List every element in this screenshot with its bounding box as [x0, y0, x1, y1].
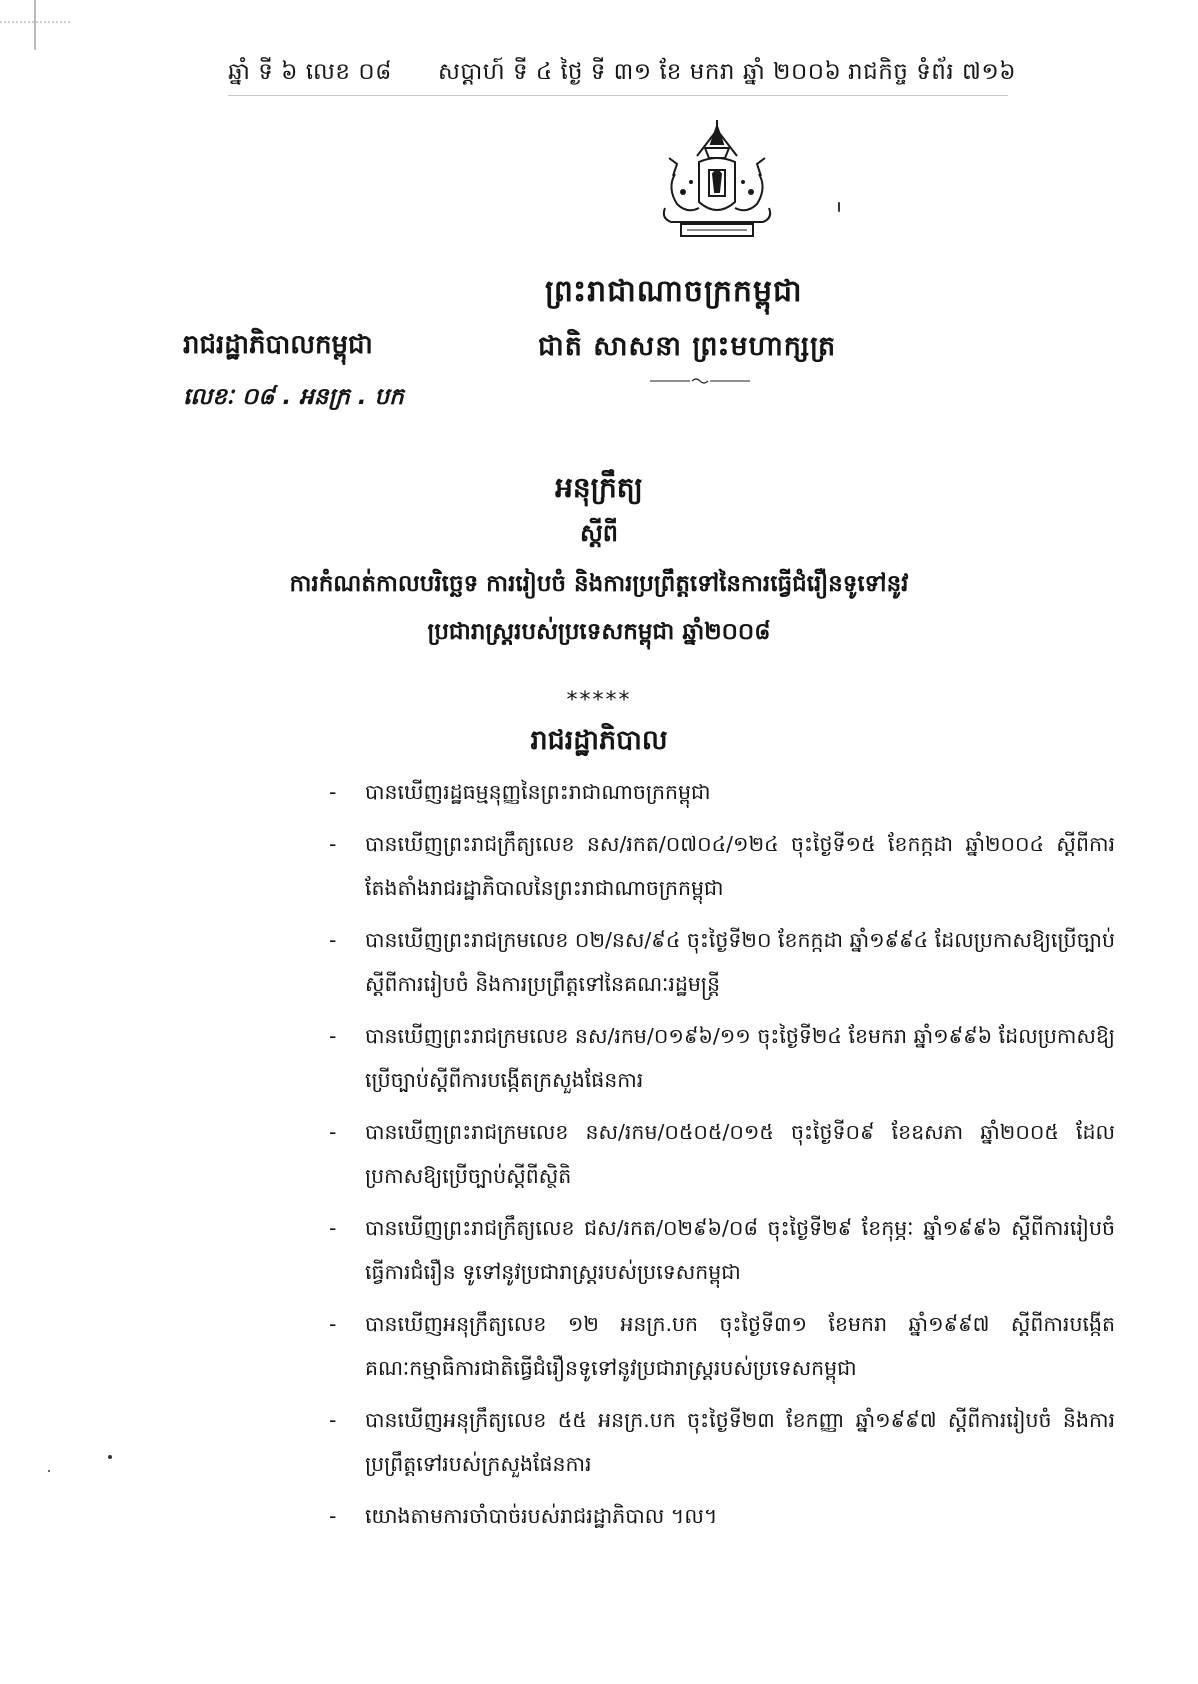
list-item-text: បានឃើញព្រះរាជក្រមលេខ នស/រកម/០១៩៦/១១ ចុះថ្ងៃទី២៤ ខែមករា ឆ្នាំ១៩៩៦ ដែលប្រកាសឱ្យប្រើច្បាប់ស្ដីពីការបង្កើតក្រសួងផែនការ: [365, 1024, 1115, 1092]
list-item: [329, 770, 1115, 814]
list-dash: -: [329, 1312, 337, 1336]
list-item: [329, 1206, 1115, 1294]
header-date: សប្ដាហ៍ ទី ៤ ថ្ងៃ ទី ៣១ ខែ មករា ឆ្នាំ ២០០៦: [438, 59, 842, 85]
scan-speck: [48, 1470, 50, 1472]
list-item-text: បានឃើញព្រះរាជក្រមលេខ ០២/នស/៩៤ ចុះថ្ងៃទី២០ ខែកក្កដា ឆ្នាំ១៩៩៤ ដែលប្រកាសឱ្យប្រើច្បាប់ស្ដីពីការរៀបចំ និងការប្រព្រឹត្តទៅនៃគណៈរដ្ឋមន្ត្រី: [365, 928, 1115, 996]
scan-speck: [838, 202, 840, 212]
list-item: [329, 1110, 1115, 1198]
list-item: [329, 918, 1115, 1006]
separator: *****: [566, 688, 632, 713]
list-dash: -: [329, 1504, 337, 1528]
ornament-divider: [650, 376, 750, 386]
kingdom-title: ព្រះរាជាណាចក្រកម្ពុជា: [545, 274, 803, 309]
list-item-text: យោងតាមការចាំបាច់របស់រាជរដ្ឋាភិបាល ។ល។: [365, 1504, 718, 1528]
preamble-list: [329, 770, 1115, 1546]
list-dash: -: [329, 780, 337, 804]
subject-line-1: ការកំណត់កាលបរិច្ឆេទ ការរៀបចំ និងការប្រព្រឹត្តទៅនៃការធ្វើជំរឿនទូទៅនូវ: [289, 571, 909, 597]
scan-corner-mark: [0, 0, 70, 50]
list-item: [329, 822, 1115, 910]
list-item-text: បានឃើញព្រះរាជក្រមលេខ នស/រកម/០៥០៥/០១៥ ចុះថ្ងៃទី០៩ ខែឧសភា ឆ្នាំ២០០៥ ដែលប្រកាសឱ្យប្រើច្បាប់ស្ដីពីស្ថិតិ: [365, 1120, 1115, 1188]
list-item: [329, 1302, 1115, 1390]
list-item-text: បានឃើញអនុក្រឹត្យលេខ ១២ អនក្រ.បក ចុះថ្ងៃទី៣១ ខែមករា ឆ្នាំ១៩៩៧ ស្ដីពីការបង្កើតគណៈកម្មាធិការជាតិធ្វើជំរឿនទូទៅនូវប្រជារាស្ត្ររបស់ប្រទេសកម្ពុជា: [365, 1312, 1115, 1380]
list-dash: -: [329, 1024, 337, 1048]
list-dash: -: [329, 1120, 337, 1144]
document-type: អនុក្រឹត្យ: [555, 471, 643, 504]
document-about: ស្ដីពី: [579, 519, 619, 547]
scan-speck: [108, 1455, 112, 1459]
list-item: [329, 1494, 1115, 1538]
list-dash: -: [329, 832, 337, 856]
list-dash: -: [329, 1408, 337, 1432]
list-item-text: បានឃើញរដ្ឋធម្មនុញ្ញនៃព្រះរាជាណាចក្រកម្ពុជា: [365, 780, 711, 804]
list-item-text: បានឃើញព្រះរាជក្រឹត្យលេខ នស/រកត/០៧០៤/១២៤ ចុះថ្ងៃទី១៥ ខែកក្កដា ឆ្នាំ២០០៤ ស្ដីពីការតែងតាំងរាជរដ្ឋាភិបាលនៃព្រះរាជាណាចក្រកម្ពុជា: [365, 832, 1115, 900]
subject-line-2: ប្រជារាស្ត្ររបស់ប្រទេសកម្ពុជា ឆ្នាំ២០០៨: [427, 619, 771, 645]
list-item: [329, 1014, 1115, 1102]
header-rule: [228, 95, 1008, 96]
list-dash: -: [329, 1216, 337, 1240]
list-item: [329, 1398, 1115, 1486]
list-dash: -: [329, 928, 337, 952]
national-motto: ជាតិ សាសនា ព្រះមហាក្សត្រ: [538, 331, 837, 362]
royal-coat-of-arms-icon: [647, 118, 787, 258]
list-item-text: បានឃើញព្រះរាជក្រឹត្យលេខ ជស/រកត/០២៩៦/០៨ ចុះថ្ងៃទី២៩ ខែកុម្ភៈ ឆ្នាំ១៩៩៦ ស្ដីពីការរៀបចំធ្វើការជំរឿន ទូទៅនូវប្រជារាស្ត្ររបស់ប្រទេសកម្ពុជា: [365, 1216, 1115, 1284]
list-item-text: បានឃើញអនុក្រឹត្យលេខ ៥៥ អនក្រ.បក ចុះថ្ងៃទី២៣ ខែកញ្ញា ឆ្នាំ១៩៩៧ ស្ដីពីការរៀបចំ និងការប្រព្រឹត្តទៅរបស់ក្រសួងផែនការ: [365, 1408, 1115, 1476]
government-heading: រាជរដ្ឋាភិបាល: [530, 725, 668, 756]
reference-number: លេខៈ ០៨ . អនក្រ . បក: [183, 384, 404, 410]
issuer-name: រាជរដ្ឋាភិបាលកម្ពុជា: [183, 330, 373, 360]
header-year-issue: ឆ្នាំ ទី ៦ លេខ ០៨: [228, 59, 392, 85]
header-gazette-page: រាជកិច្ច ទំព័រ ៧១៦: [848, 59, 1017, 85]
